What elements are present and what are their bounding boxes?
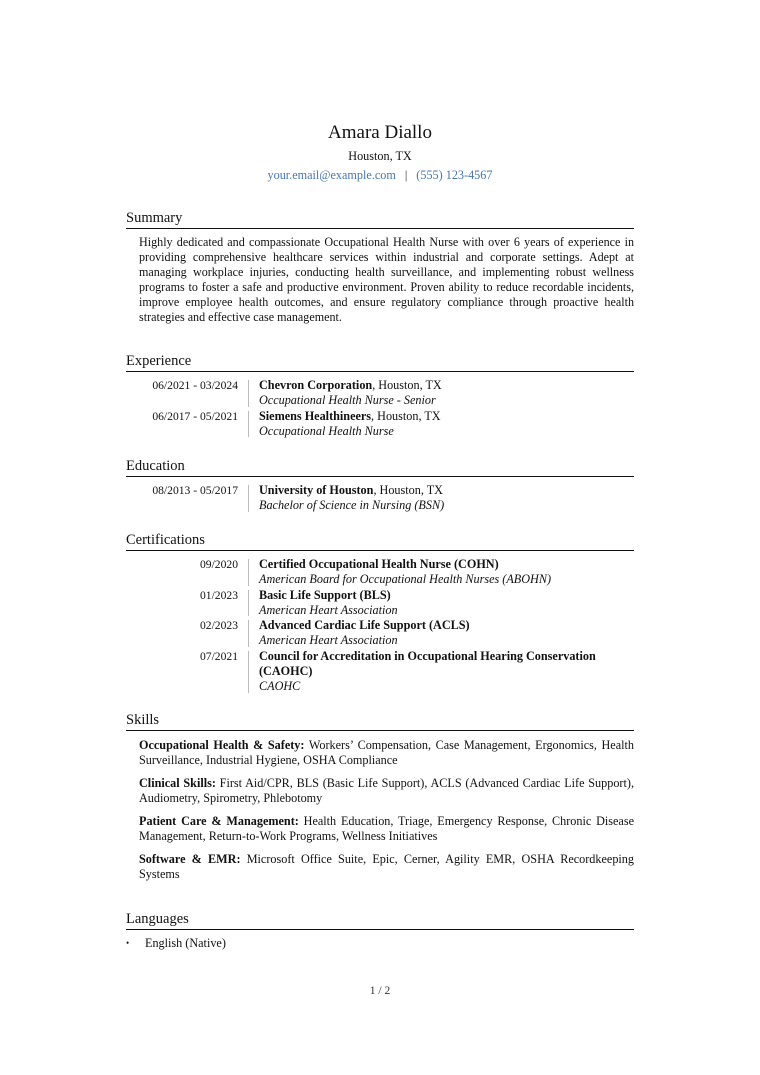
skill-list: Workers’ Compensation, Case Management, Ergonomics, Health Surveillance, Industrial Hygiene, OSHA Compliance [139,738,634,767]
email-link[interactable]: your.email@example.com [267,168,396,182]
certification-name: Council for Accreditation in Occupational Hearing Conservation (CAOHC) [259,648,596,679]
contact-separator: | [404,168,408,182]
skill-group [139,852,634,882]
certification-issuer: American Heart Association [259,602,398,617]
contact-line [0,166,760,184]
degree: Bachelor of Science in Nursing (BSN) [259,498,445,513]
candidate-location: Houston, TX [348,149,412,163]
entry-date: 07/2021 [199,649,238,663]
languages-heading: Languages [126,910,634,930]
certification-name: Basic Life Support (BLS) [259,587,391,602]
entry-date: 06/2021 - 03/2024 [152,379,238,392]
experience-section [126,352,634,439]
languages-section [126,910,634,951]
phone-link[interactable]: (555) 123-4567 [416,168,493,182]
experience-entry [126,378,634,409]
entry-divider [248,411,249,438]
languages-list [126,936,634,951]
certification-issuer: American Heart Association [259,633,398,648]
certification-entry [126,618,634,649]
certifications-section [126,531,634,695]
skill-group [139,814,634,844]
certification-entry [126,557,634,588]
entry-date: 06/2017 - 05/2021 [152,409,238,423]
skill-list: First Aid/CPR, BLS (Basic Life Support), ACLS (Advanced Cardiac Life Support), Audiometry, Spirometry, Phlebotomy [139,776,634,805]
education-entry [126,483,634,514]
employer-name: Chevron Corporation [259,378,373,392]
skill-category: Occupational Health & Safety: [139,738,305,752]
experience-entry [126,409,634,440]
entry-divider [248,380,249,407]
certifications-heading: Certifications [126,531,634,551]
certification-name: Advanced Cardiac Life Support (ACLS) [259,618,470,633]
summary-text: Highly dedicated and compassionate Occupational Health Nurse with over 6 years of experience in providing comprehensive healthcare services within industrial and corporate settings. Adept at managing workplace injuries, conducting health surveillance, and implementing robust wellness programs to foster a safe and productive environment. Proven ability to reduce recordable incidents, improve employee health outcomes, and ensure regulatory compliance through proactive health strategies and effective case management. [139,235,634,324]
certification-entry [126,649,634,695]
entry-divider [248,590,249,617]
certification-issuer: CAOHC [259,679,301,694]
skill-list: Microsoft Office Suite, Epic, Cerner, Agility EMR, OSHA Recordkeeping Systems [139,852,634,881]
skill-category: Clinical Skills: [139,776,216,790]
resume-header [0,121,760,184]
skill-list: Health Education, Triage, Emergency Response, Chronic Disease Management, Return-to-Work Programs, Wellness Initiatives [139,814,634,843]
education-heading: Education [126,457,634,477]
experience-heading: Experience [126,352,634,372]
candidate-name: Amara Diallo [328,122,432,143]
entry-date: 01/2023 [199,588,238,602]
summary-heading: Summary [126,209,634,229]
bullet-icon: • [126,938,130,948]
skills-section [126,711,634,882]
school-location: , Houston, TX [373,483,443,497]
certification-issuer: American Board for Occupational Health Nurses (ABOHN) [259,572,552,587]
skill-group [139,776,634,806]
employer-location: , Houston, TX [371,408,441,423]
language-entry: English (Native) [145,936,226,950]
skills-heading: Skills [126,711,634,731]
summary-section [126,209,634,325]
entry-divider [248,559,249,586]
entry-divider [248,651,249,693]
certification-entry [126,588,634,619]
school-name: University of Houston [259,483,374,497]
skill-group [139,738,634,768]
skill-category: Patient Care & Management: [139,814,299,828]
certification-name: Certified Occupational Health Nurse (COHN) [259,557,499,571]
list-item [126,936,634,951]
page-number: 1 / 2 [369,985,391,997]
employer-name: Siemens Healthineers [259,408,372,423]
entry-date: 02/2023 [199,619,238,633]
entry-date: 09/2020 [199,558,238,571]
entry-date: 08/2013 - 05/2017 [152,484,238,497]
entry-divider [248,620,249,647]
job-title: Occupational Health Nurse [259,423,394,438]
entry-divider [248,485,249,512]
education-section [126,457,634,514]
job-title: Occupational Health Nurse - Senior [259,393,436,408]
skill-category: Software & EMR: [139,852,241,866]
employer-location: , Houston, TX [372,378,442,392]
